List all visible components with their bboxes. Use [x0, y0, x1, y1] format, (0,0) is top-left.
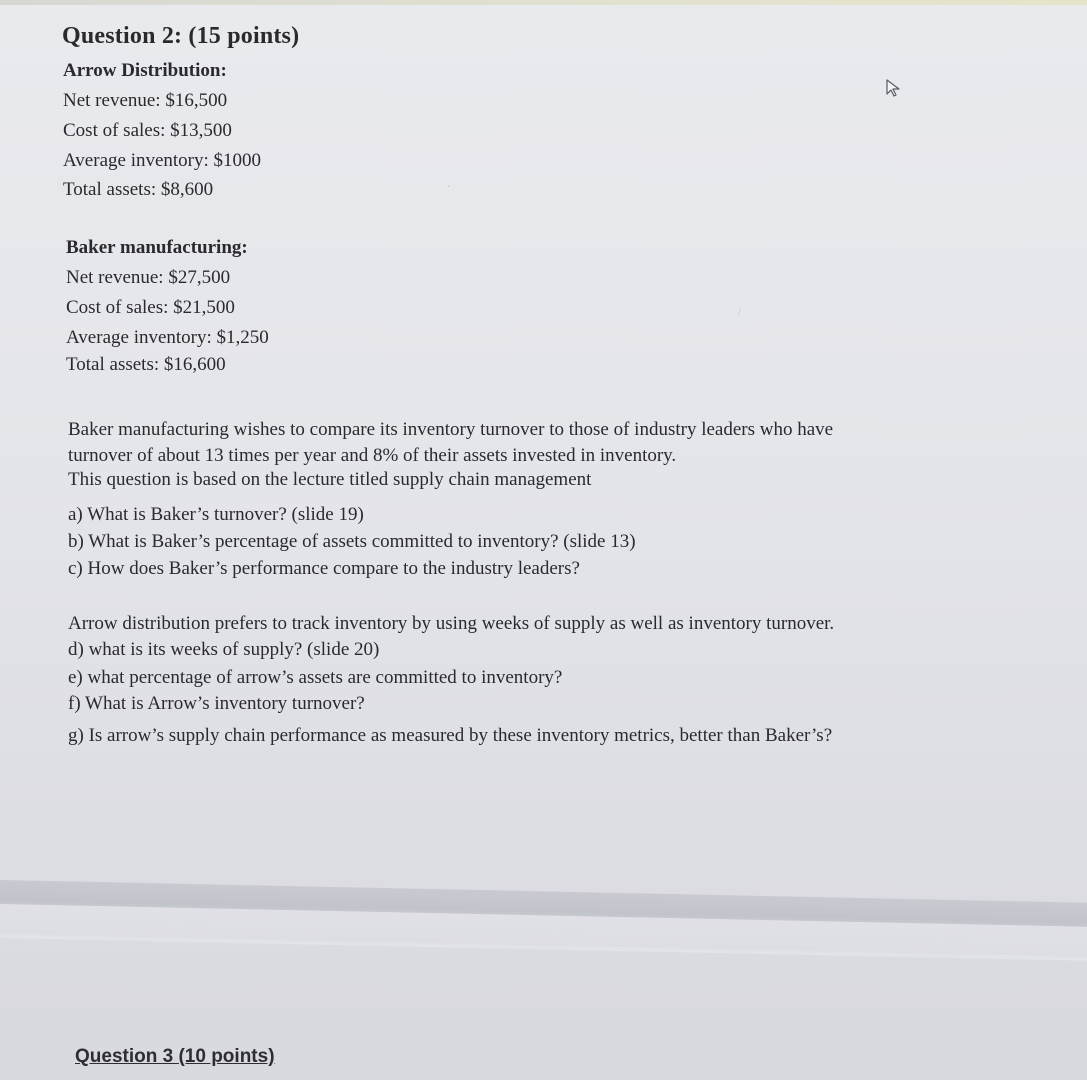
paragraph-line: turnover of about 13 times per year and 8% of their assets invested in inventory.: [68, 445, 677, 466]
arrow-weeks-paragraph: Arrow distribution prefers to track inventory by using weeks of supply as well as inventory turnover.: [68, 613, 835, 634]
question-a: a) What is Baker’s turnover? (slide 19): [68, 504, 364, 525]
question-g: g) Is arrow’s supply chain performance as measured by these inventory metrics, better than Baker’s?: [68, 725, 833, 746]
arrow-total-assets: Total assets: $8,600: [63, 179, 214, 200]
question-c: c) How does Baker’s performance compare to the industry leaders?: [68, 558, 580, 579]
question-b: b) What is Baker’s percentage of assets committed to inventory? (slide 13): [68, 531, 636, 552]
baker-total-assets: Total assets: $16,600: [66, 354, 226, 375]
top-edge-strip: [0, 0, 1087, 5]
arrow-net-revenue: Net revenue: $16,500: [63, 90, 228, 111]
baker-cost-of-sales: Cost of sales: $21,500: [66, 297, 235, 318]
question-3-title: Question 3 (10 points): [75, 1046, 275, 1067]
mouse-pointer-icon: [885, 78, 903, 98]
baker-heading: Baker manufacturing:: [66, 237, 248, 258]
arrow-average-inventory: Average inventory: $1000: [63, 150, 262, 171]
question-d: d) what is its weeks of supply? (slide 20): [68, 639, 380, 660]
paragraph-line: Baker manufacturing wishes to compare its inventory turnover to those of industry leaders who have: [68, 419, 834, 440]
screen-speck: ·: [447, 182, 451, 193]
arrow-heading: Arrow Distribution:: [63, 60, 227, 81]
question-2-title: Question 2: (15 points): [62, 23, 300, 49]
baker-net-revenue: Net revenue: $27,500: [66, 267, 231, 288]
question-e: e) what percentage of arrow’s assets are committed to inventory?: [68, 667, 563, 688]
baker-average-inventory: Average inventory: $1,250: [66, 327, 269, 348]
arrow-cost-of-sales: Cost of sales: $13,500: [63, 120, 232, 141]
screen-speck: /: [738, 308, 741, 319]
question-f: f) What is Arrow’s inventory turnover?: [68, 693, 365, 714]
paragraph-line: This question is based on the lecture titled supply chain management: [68, 469, 592, 490]
